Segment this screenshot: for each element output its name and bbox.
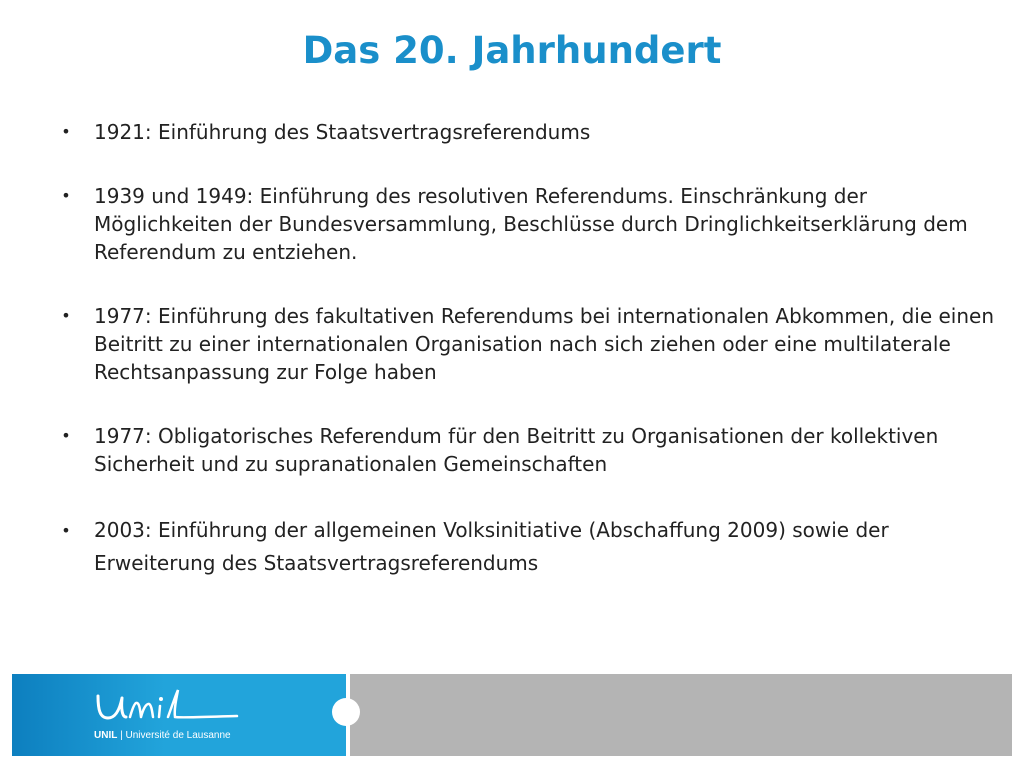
logo-name: Université de Lausanne <box>125 730 231 741</box>
bullet-dot-icon: • <box>61 521 71 540</box>
unil-logo-icon <box>92 686 242 726</box>
bullet-dot-icon: • <box>61 122 71 141</box>
bullet-item <box>58 422 998 478</box>
bullet-text: 1977: Obligatorisches Referendum für den Beitritt zu Organisationen der kollektiven Sicherheit und zu supranationalen Gemeinschaften <box>94 424 939 476</box>
bullet-item <box>58 514 998 580</box>
bullet-text: 1977: Einführung des fakultativen Referendums bei internationalen Abkommen, die einen Beitritt zu einer internationalen Organisation nach sich ziehen oder eine multilaterale Rechtsanpassung zur Folge haben <box>94 304 994 384</box>
bullet-item <box>58 118 998 146</box>
bullet-dot-icon: • <box>61 306 71 325</box>
bullet-dot-icon: • <box>61 186 71 205</box>
footer-gray-bar <box>350 674 1012 756</box>
slide-title: Das 20. Jahrhundert <box>302 29 722 72</box>
bullet-dot-icon: • <box>61 426 71 445</box>
bullet-item <box>58 182 998 266</box>
footer-banner <box>12 674 1012 756</box>
logo-separator: | <box>120 730 123 741</box>
bullet-text: 1921: Einführung des Staatsvertragsreferendums <box>94 120 591 144</box>
bullet-text: 2003: Einführung der allgemeinen Volksinitiative (Abschaffung 2009) sowie der Erweiterung des Staatsvertragsreferendums <box>94 518 889 575</box>
logo-abbr: UNIL <box>94 730 118 741</box>
bullet-list <box>58 118 998 616</box>
bullet-text: 1939 und 1949: Einführung des resolutiven Referendums. Einschränkung der Möglichkeiten der Bundesversammlung, Beschlüsse durch Dringlichkeitserklärung dem Referendum zu entziehen. <box>94 184 968 264</box>
logo-text <box>94 730 231 741</box>
footer-dot-icon <box>332 698 360 726</box>
bullet-item <box>58 302 998 386</box>
